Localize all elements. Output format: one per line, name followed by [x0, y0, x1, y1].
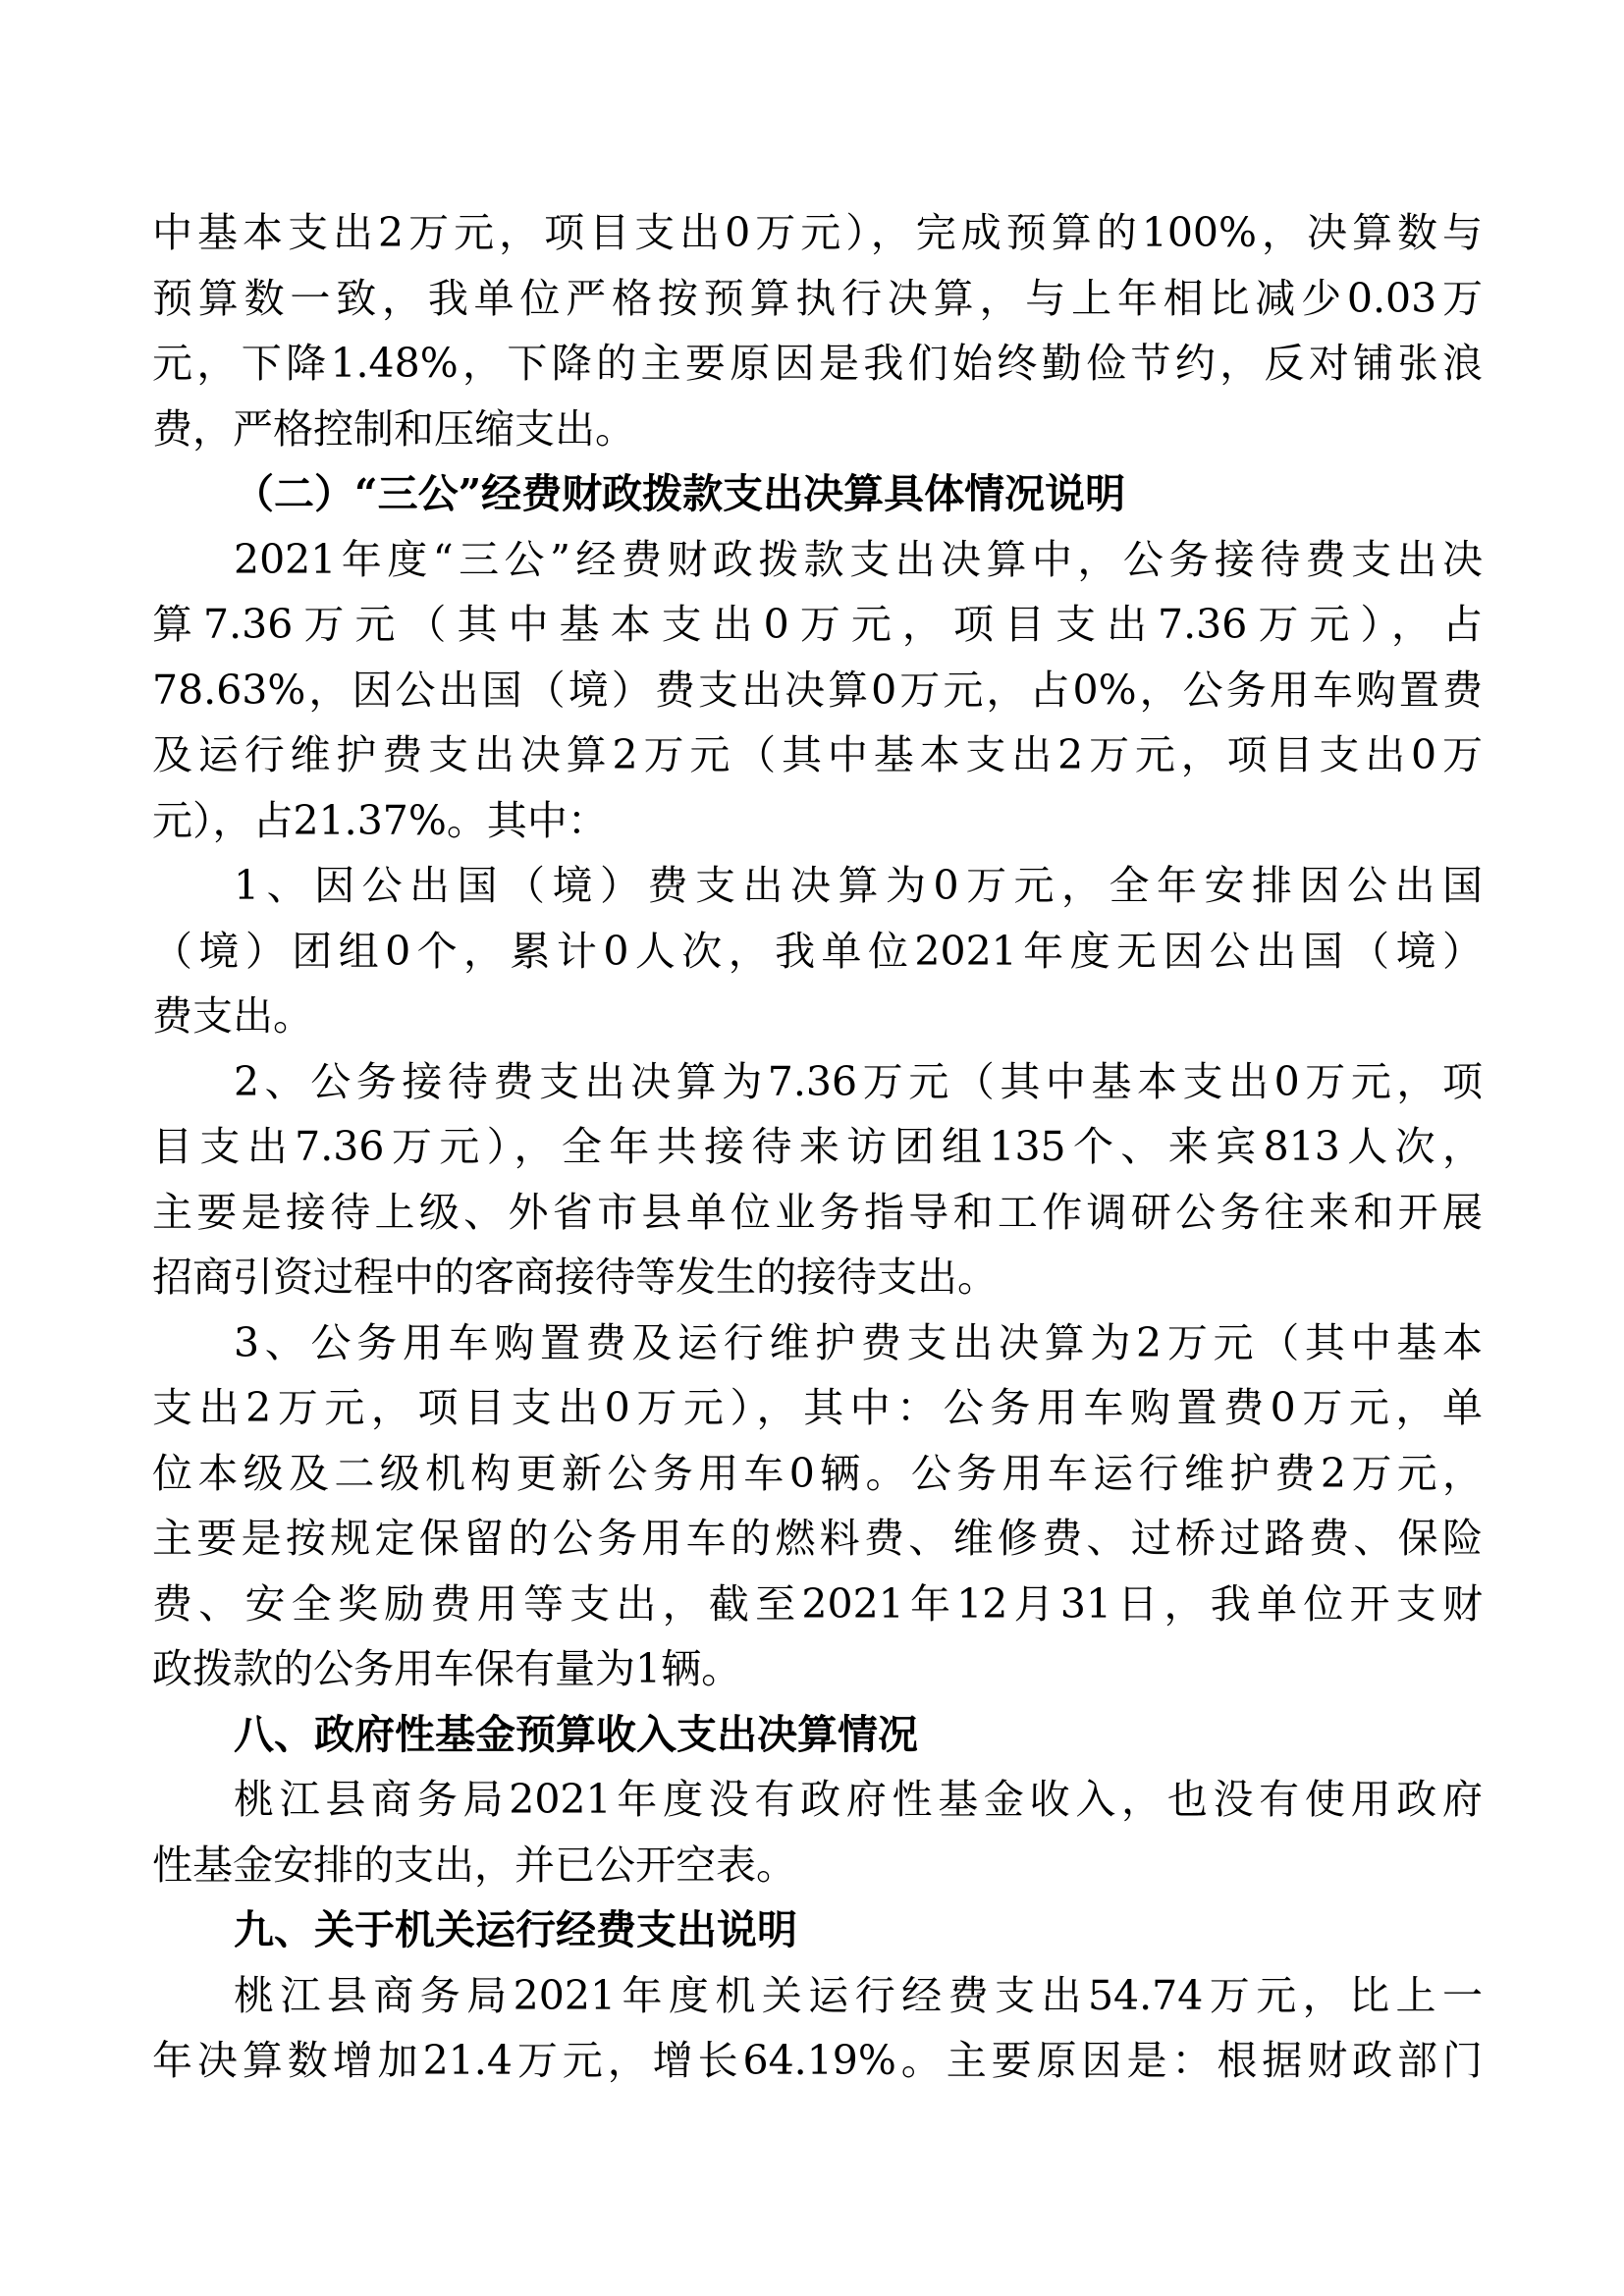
text-line: 预算数一致，我单位严格按预算执行决算，与上年相比减少0.03万 [152, 274, 1483, 322]
text-line: 费，严格控制和压缩支出。 [152, 404, 635, 453]
text-line: 招商引资过程中的客商接待等发生的接待支出。 [152, 1254, 998, 1301]
text-line: 主要是接待上级、外省市县单位业务指导和工作调研公务往来和开展 [152, 1188, 1483, 1236]
section-heading-sangong: （二）“三公”经费财政拨款支出决算具体情况说明 [234, 470, 1126, 517]
text-line: 桃江县商务局2021年度机关运行经费支出54.74万元，比上一 [234, 1971, 1483, 2019]
text-line: 元，下降1.48%，下降的主要原因是我们始终勤俭节约，反对铺张浪 [152, 340, 1483, 387]
text-line: 3、公务用车购置费及运行维护费支出决算为2万元（其中基本 [234, 1318, 1483, 1366]
text-line: 主要是按规定保留的公务用车的燃料费、维修费、过桥过路费、保险 [152, 1515, 1483, 1562]
section-heading-fund-budget: 八、政府性基金预算收入支出决算情况 [234, 1710, 918, 1758]
text-line: 目支出7.36万元），全年共接待来访团组135个、来宾813人次， [152, 1123, 1483, 1170]
section-heading-operating-expenses: 九、关于机关运行经费支出说明 [234, 1906, 797, 1953]
text-line: 性基金安排的支出，并已公开空表。 [152, 1841, 796, 1889]
text-line: 算7.36万元（其中基本支出0万元，项目支出7.36万元），占 [152, 601, 1483, 648]
text-line: 年决算数增加21.4万元，增长64.19%。主要原因是：根据财政部门 [152, 2037, 1483, 2084]
text-line: 2021年度“三公”经费财政拨款支出决算中，公务接待费支出决 [234, 535, 1483, 583]
text-line: 2、公务接待费支出决算为7.36万元（其中基本支出0万元，项 [234, 1057, 1483, 1105]
text-line: 及运行维护费支出决算2万元（其中基本支出2万元，项目支出0万 [152, 731, 1483, 778]
text-line: 元），占21.37%。其中： [152, 796, 608, 844]
text-line: 中基本支出2万元，项目支出0万元），完成预算的100%，决算数与 [152, 209, 1483, 256]
text-line: 支出2万元，项目支出0万元），其中：公务用车购置费0万元，单 [152, 1384, 1483, 1431]
text-line: （境）团组0个，累计0人次，我单位2021年度无因公出国（境） [152, 927, 1483, 975]
text-line: 政拨款的公务用车保有量为1辆。 [152, 1645, 742, 1692]
text-line: 桃江县商务局2021年度没有政府性基金收入，也没有使用政府 [234, 1776, 1483, 1823]
text-line: 费、安全奖励费用等支出，截至2021年12月31日，我单位开支财 [152, 1579, 1483, 1628]
text-line: 78.63%，因公出国（境）费支出决算0万元，占0%，公务用车购置费 [152, 666, 1483, 714]
text-line: 费支出。 [152, 992, 313, 1040]
text-line: 1、因公出国（境）费支出决算为0万元，全年安排因公出国 [234, 862, 1483, 909]
text-line: 位本级及二级机构更新公务用车0辆。公务用车运行维护费2万元， [152, 1449, 1483, 1497]
document-body [152, 200, 1483, 2094]
